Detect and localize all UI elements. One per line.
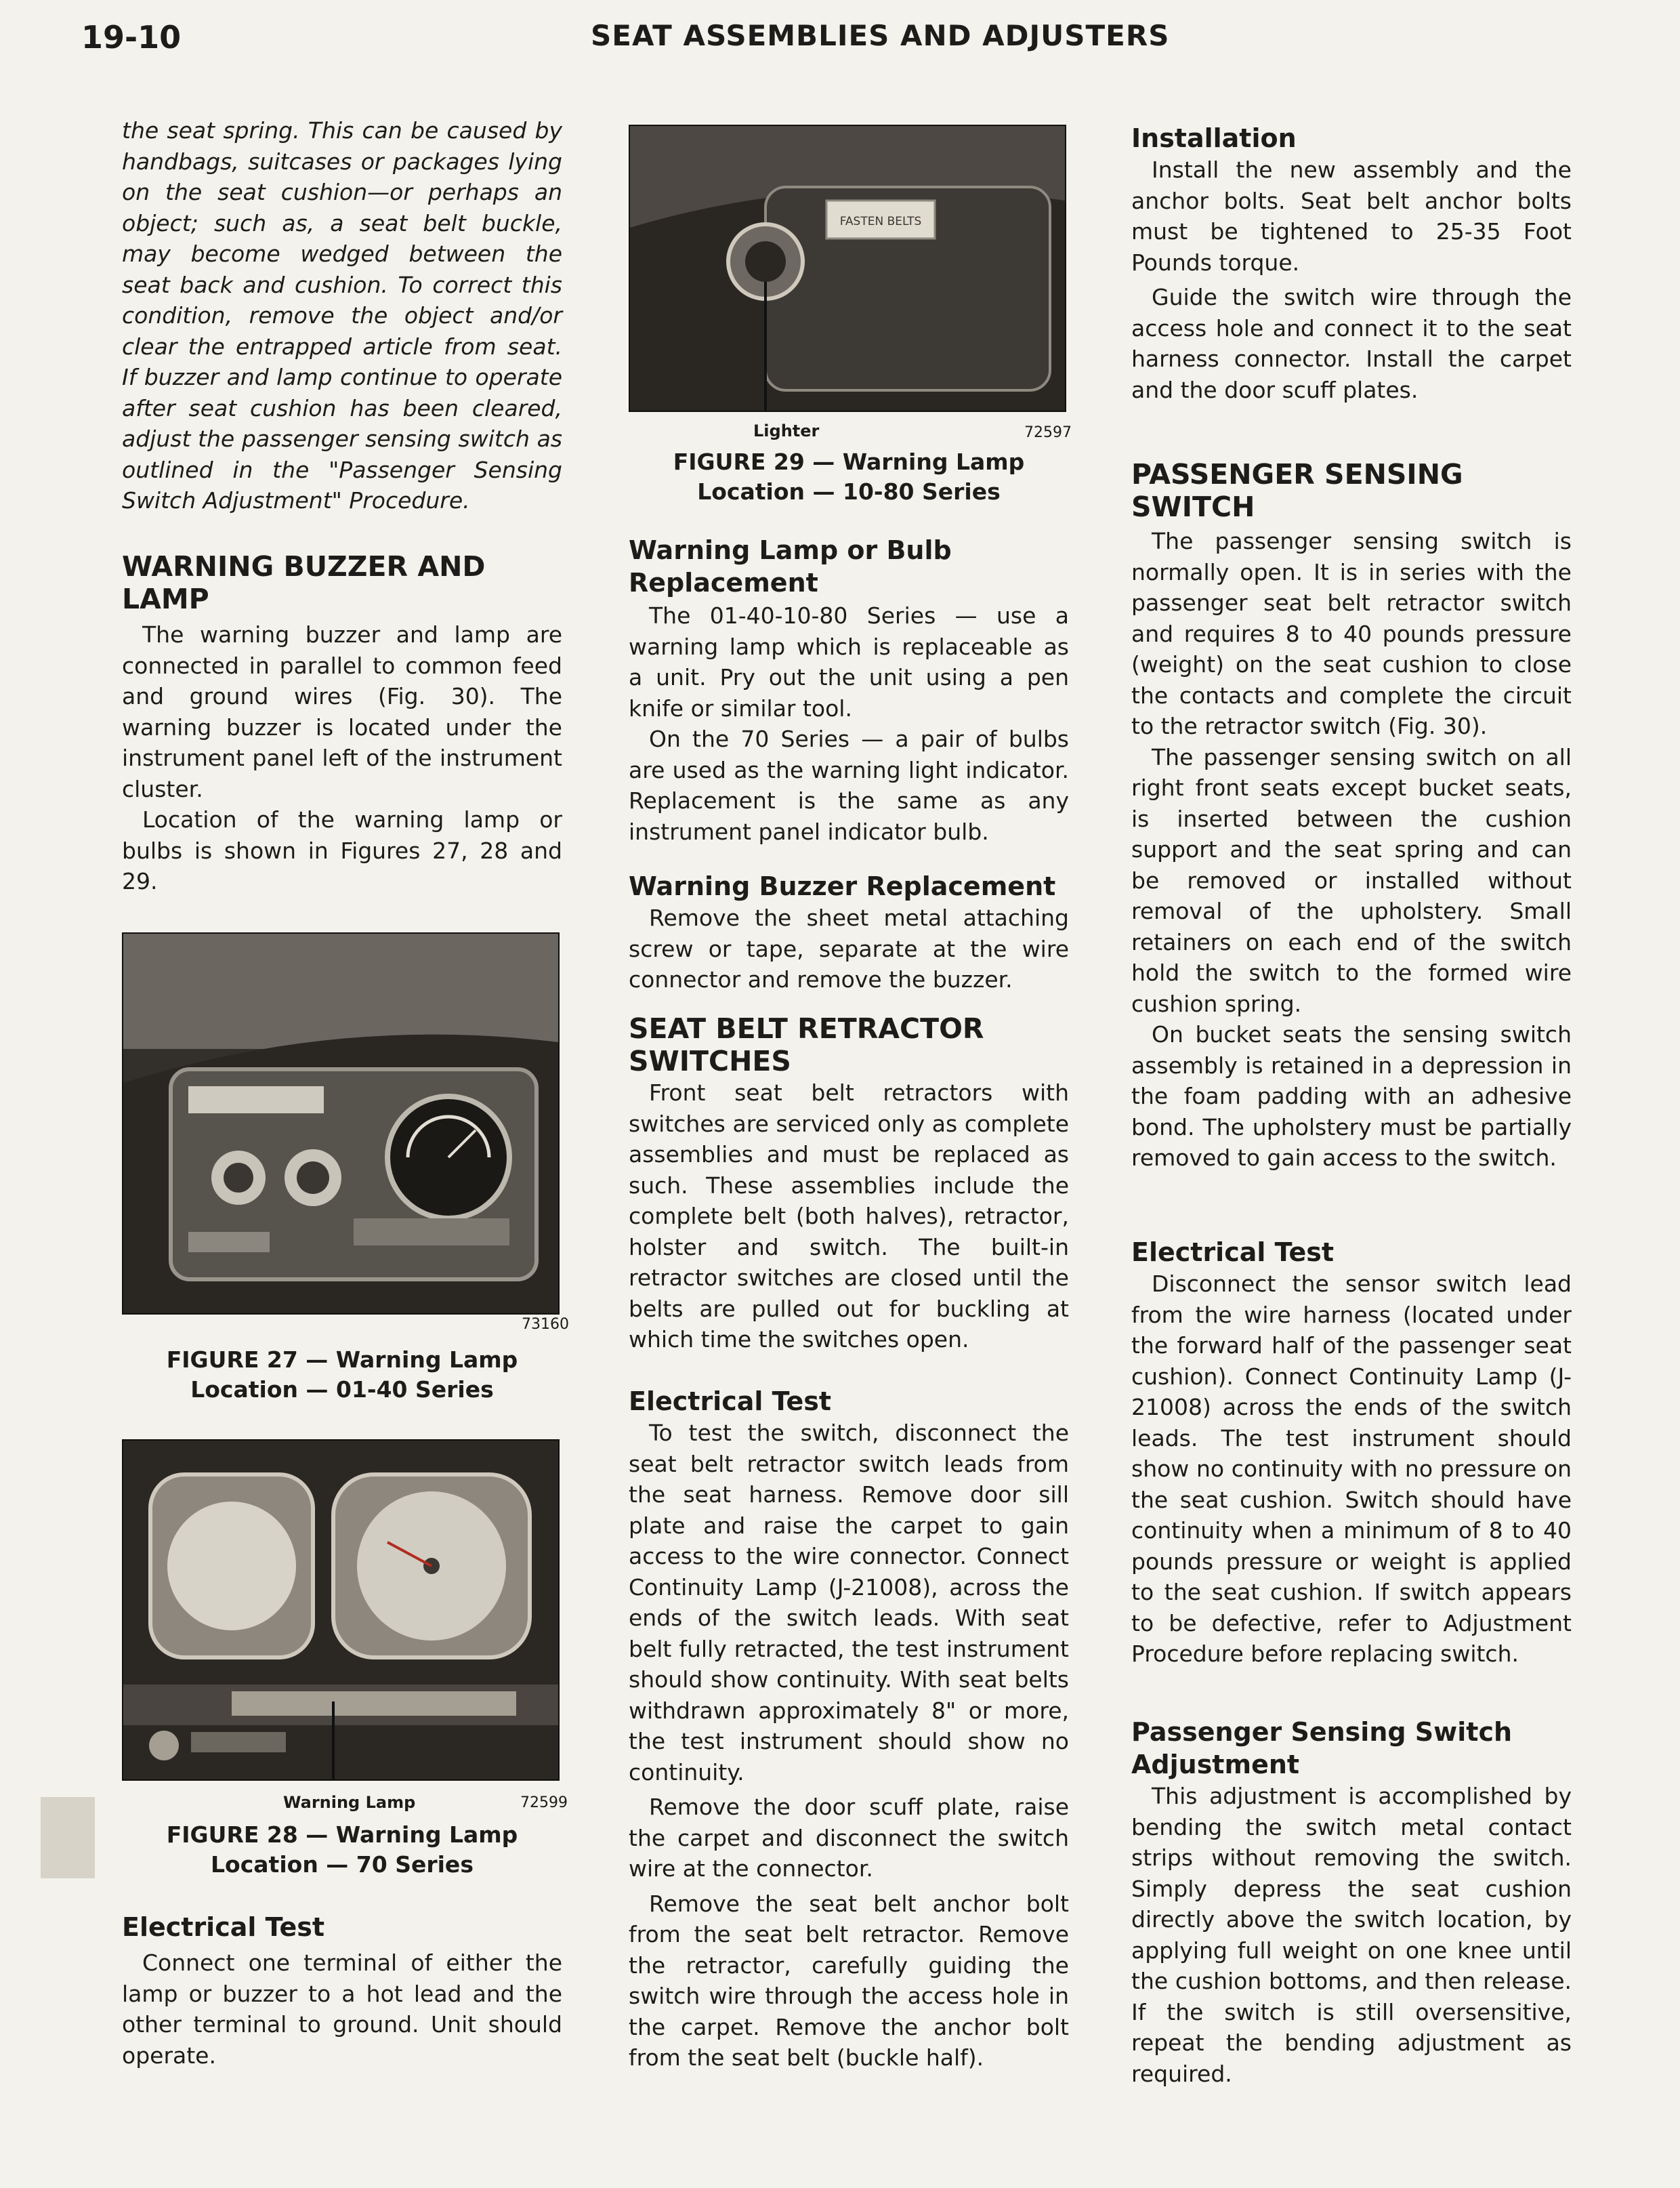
- body-paragraph: The 01-40-10-80 Series — use a warning lamp which is replaceable as a unit. Pry out the unit using a pen knife or similar tool.: [629, 602, 1069, 722]
- section-heading: PASSENGER SENSING SWITCH: [1131, 458, 1463, 523]
- caption-line: FIGURE 28 — Warning Lamp: [166, 1821, 518, 1848]
- body-paragraph: Location of the warning lamp or bulbs is shown in Figures 27, 28 and 29.: [122, 806, 562, 894]
- subsection-heading: Electrical Test: [629, 1386, 832, 1416]
- figure-28-caption: [122, 1820, 562, 1880]
- buzzer-replacement-section: [629, 870, 1069, 995]
- installation-section: [1131, 122, 1572, 405]
- figure-29-photo: [629, 125, 1066, 412]
- column-1: [122, 115, 562, 516]
- body-paragraph: Remove the door scuff plate, raise the carpet and disconnect the switch wire at the connector.: [629, 1794, 1069, 1882]
- caption-line: Location — 10-80 Series: [697, 478, 1001, 505]
- figure-number: 73160: [522, 1316, 569, 1333]
- figure-28-photo: [122, 1439, 560, 1781]
- subsection-heading: Electrical Test: [1131, 1237, 1335, 1267]
- lamp-replacement-section: [629, 534, 1069, 847]
- subsection-heading: Warning Lamp or Bulb Replacement: [629, 535, 952, 598]
- subsection-heading: Passenger Sensing Switch Adjustment: [1131, 1717, 1513, 1779]
- caption-line: Location — 01-40 Series: [190, 1376, 494, 1403]
- body-paragraph: Guide the switch wire through the access hole and connect it to the seat harness connector. Install the carpet and the door scuff plates.: [1131, 284, 1572, 403]
- body-paragraph: The passenger sensing switch on all right front seats except bucket seats, is inserted between the cushion support and the seat spring and can be removed or installed without removal of the upholstery. Small retainers on each end of the switch hold the switch to the formed wire cushion spring.: [1131, 743, 1572, 1017]
- fasten-belts-sign: FASTEN BELTS: [839, 215, 922, 228]
- figure-number: 72599: [520, 1794, 568, 1811]
- body-paragraph: On bucket seats the sensing switch assembly is retained in a depression in the foam padding with an adhesive bond. The upholstery must be partially removed to gain access to the switch.: [1131, 1021, 1572, 1171]
- speedometer-image: [123, 1441, 558, 1779]
- section-tab: [41, 1797, 95, 1878]
- retractor-electrical-test: [629, 1385, 1069, 2073]
- section-heading: SEAT BELT RETRACTOR SWITCHES: [629, 1012, 984, 1077]
- body-paragraph: The warning buzzer and lamp are connected in parallel to common feed and ground wires (Fig. 30). The warning buzzer is located under the instrument panel left of the instrument cluster.: [122, 621, 562, 802]
- body-paragraph: Remove the seat belt anchor bolt from the seat belt retractor. Remove the retractor, carefully guiding the switch wire through the access hole in the carpet. Remove the anchor bolt from the seat belt (buckle half).: [629, 1890, 1069, 2071]
- subsection-heading: Installation: [1131, 123, 1297, 153]
- sensing-switch-section: [1131, 458, 1572, 1174]
- dash-lighter-image: [630, 126, 1065, 411]
- body-paragraph: Install the new assembly and the anchor bolts. Seat belt anchor bolts must be tightened to 25-35 Foot Pounds torque.: [1131, 157, 1572, 276]
- subsection-heading: Warning Buzzer Replacement: [629, 871, 1056, 901]
- section-heading: WARNING BUZZER AND LAMP: [122, 550, 486, 615]
- caption-line: FIGURE 29 — Warning Lamp: [673, 449, 1025, 475]
- figure-label: Lighter: [753, 421, 820, 440]
- body-paragraph: Front seat belt retractors with switches are serviced only as complete assemblies and must be replaced as such. These assemblies include the complete belt (both halves), retractor, holster and switch. The built-in retractor switches are closed until the belts are pulled out for buckling at which time the switches open.: [629, 1079, 1069, 1353]
- sensing-electrical-test: [1131, 1236, 1572, 1670]
- figure-27-caption: [122, 1345, 562, 1405]
- subsection-heading: Electrical Test: [122, 1912, 325, 1942]
- page-number: 19-10: [81, 19, 182, 56]
- figure-label: Warning Lamp: [283, 1793, 416, 1812]
- electrical-test-section: [122, 1911, 562, 2071]
- page-title: SEAT ASSEMBLIES AND ADJUSTERS: [591, 19, 1170, 52]
- intro-paragraph: the seat spring. This can be caused by handbags, suitcases or packages lying on the seat cushion—or perhaps an object; such as, a seat belt buckle, may become wedged between the seat back and cushion. To correct this condition, remove the object and/or clear the entrapped article from seat. If buzzer and lamp continue to operate after seat cushion has been cleared, adjust the passenger sensing switch as outlined in the "Passenger Sensing Switch Adjustment" Procedure.: [122, 117, 562, 514]
- caption-line: FIGURE 27 — Warning Lamp: [166, 1346, 518, 1373]
- caption-line: Location — 70 Series: [211, 1851, 474, 1878]
- instrument-cluster-image: [123, 934, 558, 1313]
- body-paragraph: This adjustment is accomplished by bending the switch metal contact strips without removing the switch. Simply depress the seat cushion directly above the switch location, by applying full weight on one knee until the cushion bottoms, and then release. If the switch is still oversensitive, repeat the bending adjustment as required.: [1131, 1783, 1572, 2087]
- body-paragraph: On the 70 Series — a pair of bulbs are used as the warning light indicator. Replacement is the same as any instrument panel indicator bulb.: [629, 726, 1069, 845]
- body-paragraph: The passenger sensing switch is normally open. It is in series with the passenger seat belt retractor switch and requires 8 to 40 pounds pressure (weight) on the seat cushion to close the contacts and complete the circuit to the retractor switch (Fig. 30).: [1131, 528, 1572, 739]
- figure-number: 72597: [1024, 424, 1072, 441]
- body-paragraph: Disconnect the sensor switch lead from the wire harness (located under the forward half of the passenger seat cushion). Connect Continuity Lamp (J-21008) across the ends of the switch leads. The test instrument should show no continuity with no pressure on the seat cushion. Switch should have continuity when a minimum of 8 to 40 pounds pressure or weight is applied to the seat cushion. If switch appears to be defective, refer to Adjustment Procedure before replacing switch.: [1131, 1271, 1572, 1667]
- body-paragraph: Remove the sheet metal attaching screw or tape, separate at the wire connector and remove the buzzer.: [629, 905, 1069, 993]
- retractor-switches-section: [629, 1012, 1069, 1355]
- body-paragraph: Connect one terminal of either the lamp or buzzer to a hot lead and the other terminal to ground. Unit should operate.: [122, 1949, 562, 2069]
- sensing-adjustment-section: [1131, 1716, 1572, 2089]
- body-paragraph: To test the switch, disconnect the seat belt retractor switch leads from the seat harness. Remove door sill plate and raise the carpet to gain access to the wire connector. Connect Continuity Lamp (J-21008), across the ends of the switch leads. With seat belt fully retracted, the test instrument should show continuity. With seat belts withdrawn approximately 8" or more, the test instrument should show no continuity.: [629, 1420, 1069, 1786]
- warning-section: [122, 550, 562, 897]
- figure-29-caption: [629, 447, 1069, 507]
- figure-27-photo: [122, 932, 560, 1315]
